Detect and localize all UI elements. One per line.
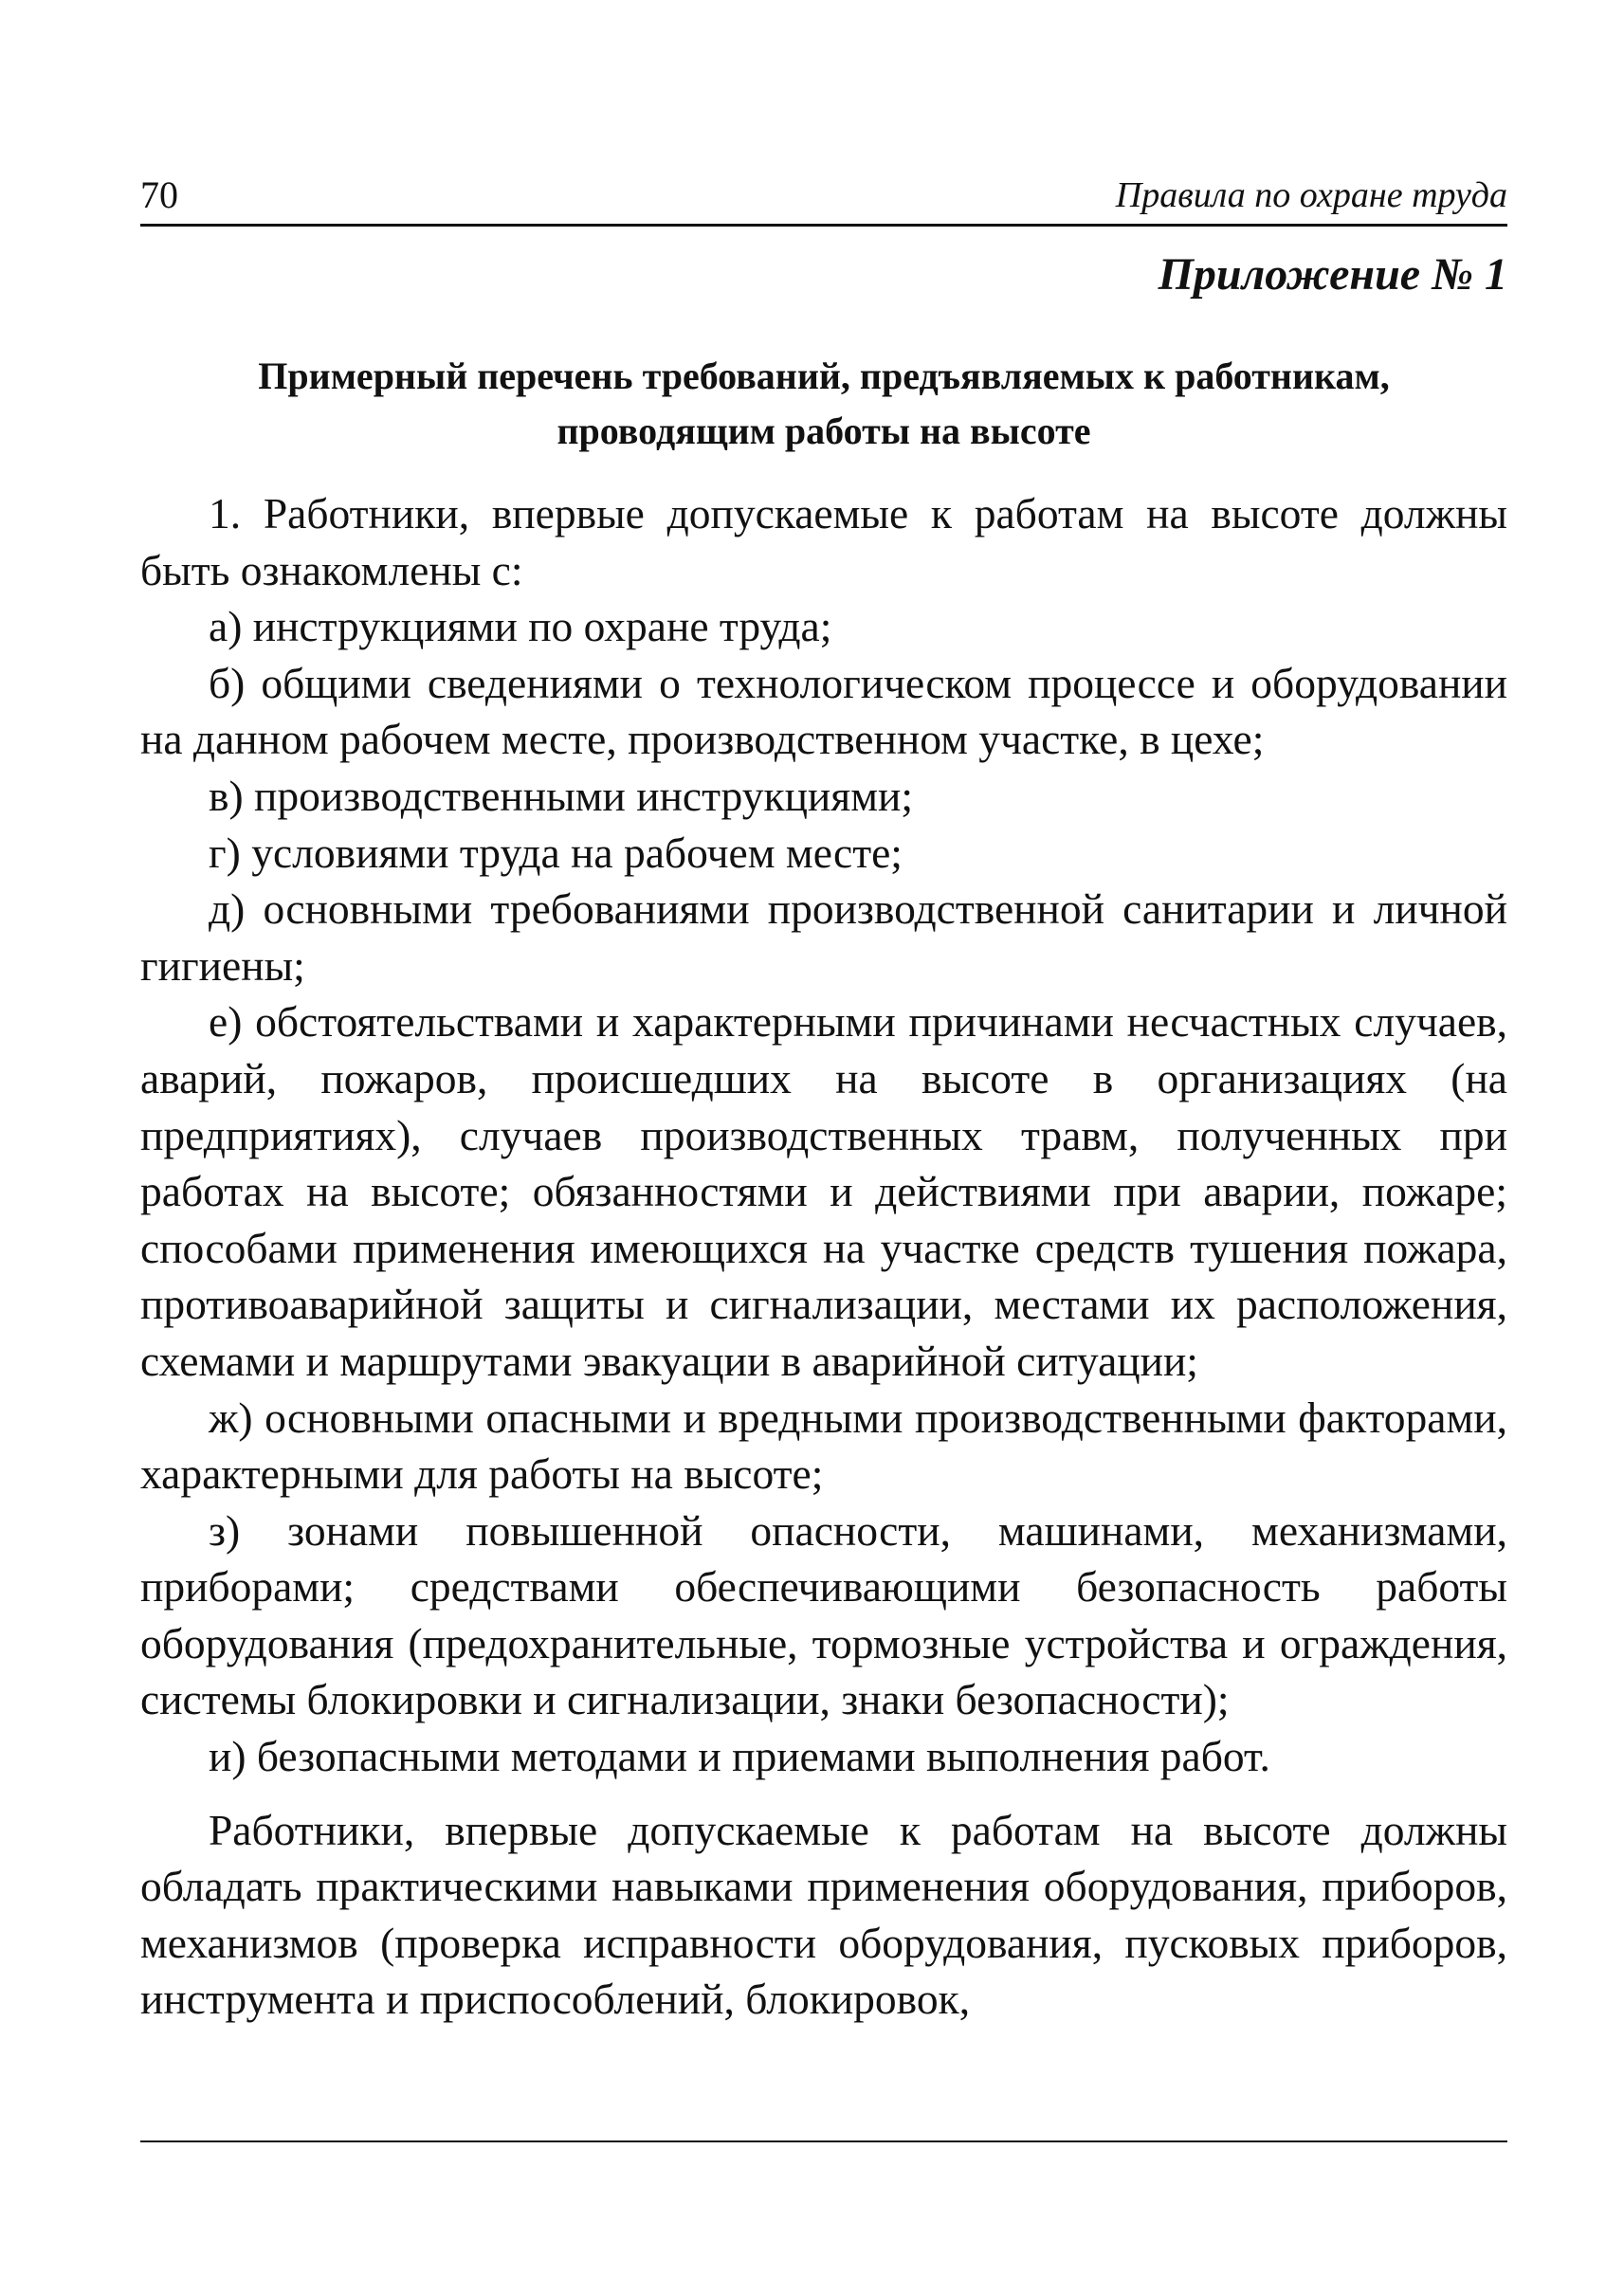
list-item-v: в) производственными инструкциями; [209,771,913,820]
document-title [140,349,1507,459]
paragraph-intro: 1. Работники, впервые допускаемые к работам на высоте должны быть ознакомлены с: [140,489,1507,594]
list-item-g: г) условиями труда на рабочем месте; [209,828,903,877]
page-header [140,169,1507,227]
footer-rule [140,2140,1507,2142]
list-item-z: з) зонами повышенной опасности, машинами, механизмами, приборами; средствами обеспечивающими безопасность работы оборудования (предохранительные, тормозные устройства и ограждения, системы блокировки и сигнализации, знаки безопасности); [140,1505,1507,1724]
list-item-e: е) обстоятельствами и характерными причинами несчастных случаев, аварий, пожаров, происшедших на высоте в организациях (на предприятиях), случаев производственных травм, полученных при работах на высоте; обязанностями и действиями при аварии, пожаре; способами применения имеющихся на участке средств тушения пожара, противоаварийной защиты и сигнализации, местами их расположения, схемами и маршрутами эвакуации в аварийной ситуации; [140,997,1507,1385]
list-item-d: д) основными требованиями производственной санитарии и личной гигиены; [140,884,1507,990]
title-line-1: Примерный перечень требований, предъявляемых к работникам, [258,355,1390,397]
running-title: Правила по охране труда [1115,175,1507,215]
list-item-b: б) общими сведениями о технологическом процессе и оборудовании на данном рабочем месте, производственном участке, в цехе; [140,658,1507,764]
list-item-zh: ж) основными опасными и вредными производственными факторами, характерными для работы на высоте; [140,1393,1507,1499]
paragraph-skills: Работники, впервые допускаемые к работам на высоте должны обладать практическими навыками применения оборудования, приборов, механизмов (проверка исправности оборудования, пусковых приборов, инструмента и приспособлений, блокировок, [140,1805,1507,2024]
body-text [140,485,1507,2028]
list-item-a: а) инструкциями по охране труда; [209,602,832,651]
title-line-2: проводящим работы на высоте [557,410,1091,452]
list-item-i: и) безопасными методами и приемами выполнения работ. [209,1732,1270,1781]
appendix-label: Приложение № 1 [1158,249,1507,300]
page-number: 70 [140,173,178,216]
